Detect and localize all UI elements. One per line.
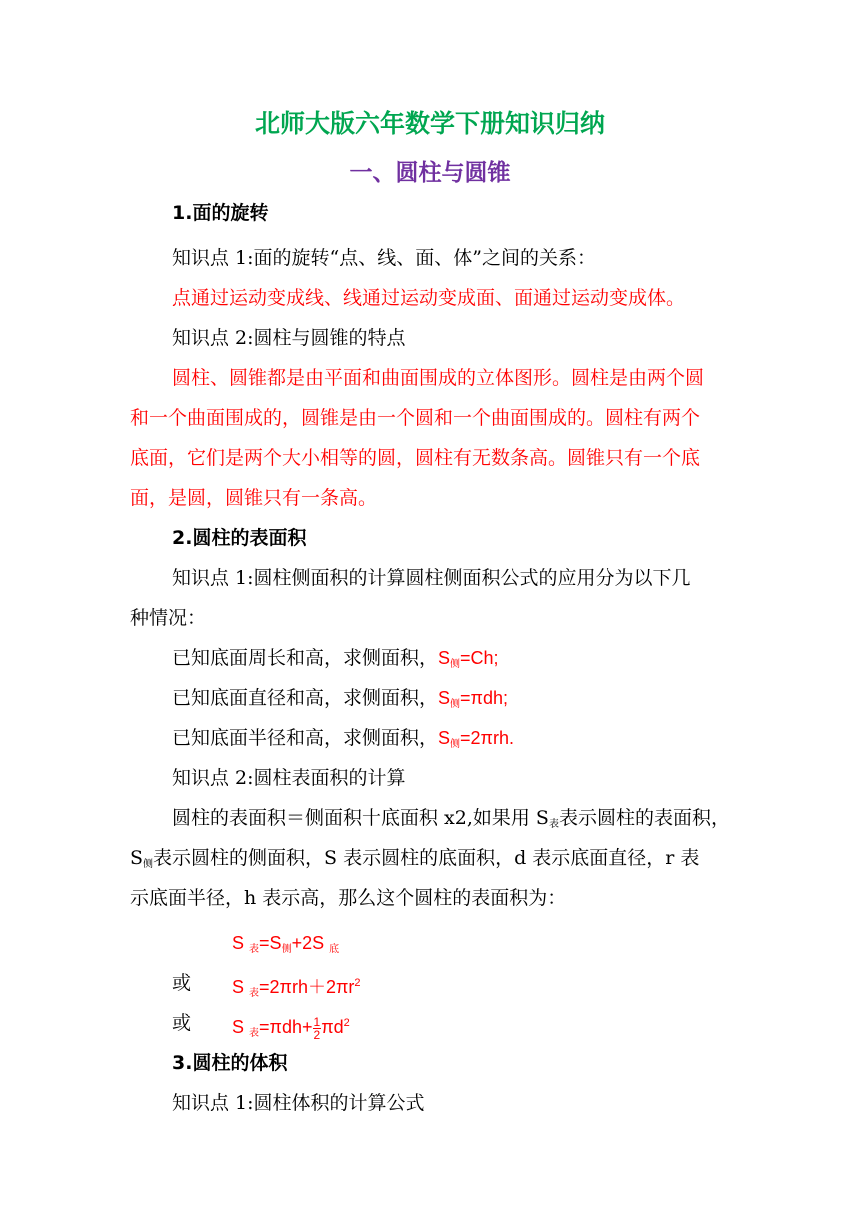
s2-kp1-line2: 种情况： bbox=[130, 607, 207, 629]
formula-surface-1: S $_表=S_侧+2S$ $_底$ bbox=[232, 933, 340, 955]
s2-paragraph-line3: 示底面半径，h 表示高，那么这个圆柱的表面积为： bbox=[130, 887, 567, 909]
s1-kp2-line: 底面，它们是两个大小相等的圆，圆柱有无数条高。圆锥只有一个底 bbox=[130, 447, 701, 469]
section-heading-1: 1.面的旋转 bbox=[172, 202, 269, 224]
chapter-title: 一、圆柱与圆锥 bbox=[349, 160, 511, 186]
s1-kp2-line: 和一个曲面围成的，圆锥是由一个圆和一个曲面围成的。圆柱有两个 bbox=[130, 407, 701, 429]
s2-paragraph-line1: 圆柱的表面积＝侧面积十底面积 x2,如果用 $S_表$表示圆柱的表面积， bbox=[172, 807, 730, 830]
case-row bbox=[172, 683, 508, 720]
s2-kp2: 知识点 2:圆柱表面积的计算 bbox=[172, 767, 406, 789]
s1-kp1-text: 点通过运动变成线、线通过运动变成面、面通过运动变成体。 bbox=[172, 287, 686, 309]
page-title: 北师大版六年数学下册知识归纳 bbox=[254, 109, 605, 138]
fraction-half: $\frac{1}{2}$ bbox=[313, 1014, 321, 1042]
section-heading-3: 3.圆柱的体积 bbox=[172, 1052, 288, 1074]
s1-kp2-line: 面，是圆，圆锥只有一条高。 bbox=[130, 487, 378, 509]
case-row bbox=[172, 643, 499, 680]
s1-kp1: 知识点 1:面的旋转“点、线、面、体”之间的关系： bbox=[172, 247, 596, 269]
case-text: 已知底面直径和高，求侧面积， bbox=[172, 687, 439, 709]
s1-kp2-line: 圆柱、圆锥都是由平面和曲面围成的立体图形。圆柱是由两个圆 bbox=[172, 367, 705, 389]
s2-kp1-line1: 知识点 1:圆柱侧面积的计算圆柱侧面积公式的应用分为以下几 bbox=[172, 567, 691, 589]
formula-surface-2: S $_表=2\pi rh+2\pi r^2$ bbox=[232, 977, 361, 999]
formula: $S_侧=2\pi rh$. bbox=[438, 728, 514, 750]
formula: $S_侧=Ch$; bbox=[438, 648, 499, 670]
formula: $S_侧=\pi dh$; bbox=[438, 688, 508, 710]
case-text: 已知底面半径和高，求侧面积， bbox=[172, 727, 439, 749]
s1-kp2: 知识点 2:圆柱与圆锥的特点 bbox=[172, 327, 406, 349]
case-text: 已知底面周长和高，求侧面积， bbox=[172, 647, 439, 669]
or-label: 或 bbox=[172, 1012, 192, 1034]
s3-kp1: 知识点 1:圆柱体积的计算公式 bbox=[172, 1092, 425, 1114]
case-row bbox=[172, 723, 514, 760]
section-heading-2: 2.圆柱的表面积 bbox=[172, 527, 307, 549]
or-label: 或 bbox=[172, 972, 192, 994]
formula-surface-3: S $_表$=πdh+ $\frac{1}{2}$ $\pi d^2$ bbox=[232, 1014, 350, 1042]
s2-paragraph-line2: $S_侧$表示圆柱的侧面积，S 表示圆柱的底面积，d 表示底面直径，r 表 bbox=[130, 847, 700, 870]
